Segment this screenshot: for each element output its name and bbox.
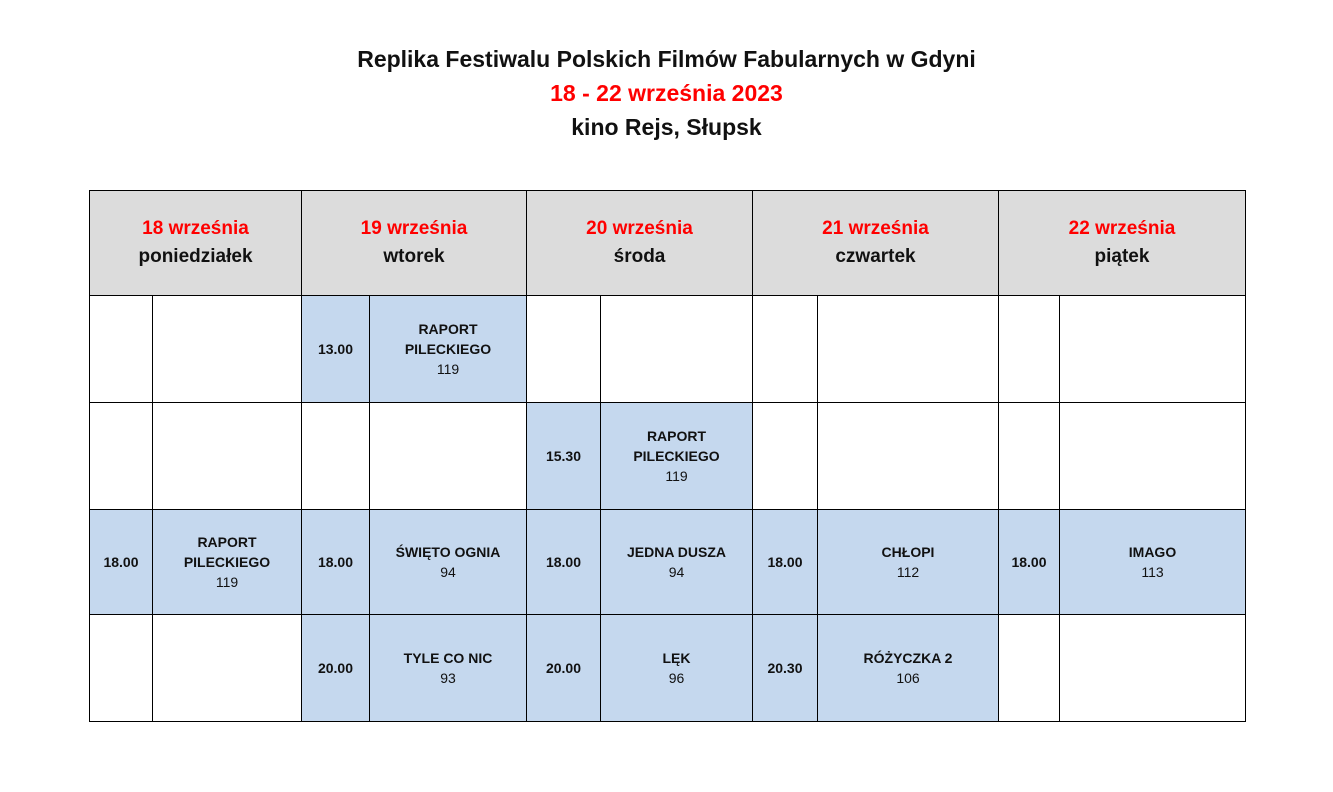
film-title: TYLE CO NIC xyxy=(403,650,493,666)
film-title: RÓŻYCZKA 2 xyxy=(863,650,953,666)
screening-time xyxy=(527,296,601,403)
screening-film xyxy=(153,403,302,510)
screening-film xyxy=(1060,615,1246,722)
screening-time xyxy=(999,296,1060,403)
film-title: RAPORT PILECKIEGO xyxy=(183,534,271,570)
schedule-table xyxy=(89,190,1246,722)
schedule-row xyxy=(90,615,1246,722)
screening-film xyxy=(818,615,999,722)
day-name: środa xyxy=(613,246,666,267)
page-header xyxy=(0,42,1333,144)
screening-time: 15.30 xyxy=(527,403,601,510)
film-length: 106 xyxy=(896,670,920,686)
day-date: 21 września xyxy=(822,218,929,239)
screening-time: 18.00 xyxy=(302,510,370,615)
film-length: 119 xyxy=(215,574,239,590)
screening-film xyxy=(153,510,302,615)
film-title: RAPORT PILECKIEGO xyxy=(633,428,720,464)
screening-time: 20.00 xyxy=(527,615,601,722)
film-title: ŚWIĘTO OGNIA xyxy=(395,544,501,560)
screening-time xyxy=(90,403,153,510)
screening-film xyxy=(601,403,753,510)
screening-film xyxy=(370,510,527,615)
day-header xyxy=(527,191,753,296)
screening-film xyxy=(818,510,999,615)
film-length: 112 xyxy=(896,564,920,580)
day-name: poniedziałek xyxy=(138,246,253,267)
schedule-row xyxy=(90,510,1246,615)
screening-film xyxy=(370,615,527,722)
screening-time xyxy=(90,296,153,403)
day-header xyxy=(753,191,999,296)
screening-film xyxy=(818,403,999,510)
screening-time xyxy=(999,403,1060,510)
screening-film xyxy=(1060,296,1246,403)
screening-film xyxy=(601,510,753,615)
festival-title: Replika Festiwalu Polskich Filmów Fabularnych w Gdyni xyxy=(357,46,976,72)
day-date: 20 września xyxy=(586,218,693,239)
film-length: 119 xyxy=(436,361,460,377)
screening-film xyxy=(601,296,753,403)
screening-time xyxy=(302,403,370,510)
screening-time: 20.00 xyxy=(302,615,370,722)
screening-time xyxy=(999,615,1060,722)
day-name: wtorek xyxy=(383,246,445,267)
day-header xyxy=(302,191,527,296)
schedule-row xyxy=(90,296,1246,403)
film-title: JEDNA DUSZA xyxy=(626,544,727,560)
screening-time: 18.00 xyxy=(999,510,1060,615)
film-length: 93 xyxy=(440,670,456,686)
screening-time xyxy=(753,296,818,403)
film-length: 113 xyxy=(1141,564,1164,580)
screening-film xyxy=(601,615,753,722)
screening-time xyxy=(90,615,153,722)
film-title: IMAGO xyxy=(1128,544,1177,560)
screening-time: 20.30 xyxy=(753,615,818,722)
schedule-row xyxy=(90,403,1246,510)
day-date: 18 września xyxy=(142,218,249,239)
screening-film xyxy=(153,296,302,403)
day-header xyxy=(999,191,1246,296)
film-length: 96 xyxy=(668,670,685,686)
screening-film xyxy=(1060,510,1246,615)
screening-film xyxy=(1060,403,1246,510)
day-name: czwartek xyxy=(835,246,916,267)
film-length: 119 xyxy=(665,468,688,484)
film-title: RAPORT PILECKIEGO xyxy=(404,321,492,357)
festival-venue: kino Rejs, Słupsk xyxy=(571,114,762,140)
film-length: 94 xyxy=(440,564,456,580)
festival-dates: 18 - 22 września 2023 xyxy=(550,80,783,106)
film-length: 94 xyxy=(668,564,685,580)
film-title: CHŁOPI xyxy=(881,544,935,560)
day-date: 22 września xyxy=(1068,218,1176,239)
screening-film xyxy=(153,615,302,722)
screening-film xyxy=(370,403,527,510)
day-date: 19 września xyxy=(360,218,468,239)
day-header-row xyxy=(90,191,1246,296)
screening-time xyxy=(753,403,818,510)
day-name: piątek xyxy=(1094,246,1150,267)
screening-time: 18.00 xyxy=(753,510,818,615)
screening-film xyxy=(370,296,527,403)
screening-film xyxy=(818,296,999,403)
day-header xyxy=(90,191,302,296)
screening-time: 18.00 xyxy=(90,510,153,615)
screening-time: 13.00 xyxy=(302,296,370,403)
screening-time: 18.00 xyxy=(527,510,601,615)
film-title: LĘK xyxy=(662,650,691,666)
